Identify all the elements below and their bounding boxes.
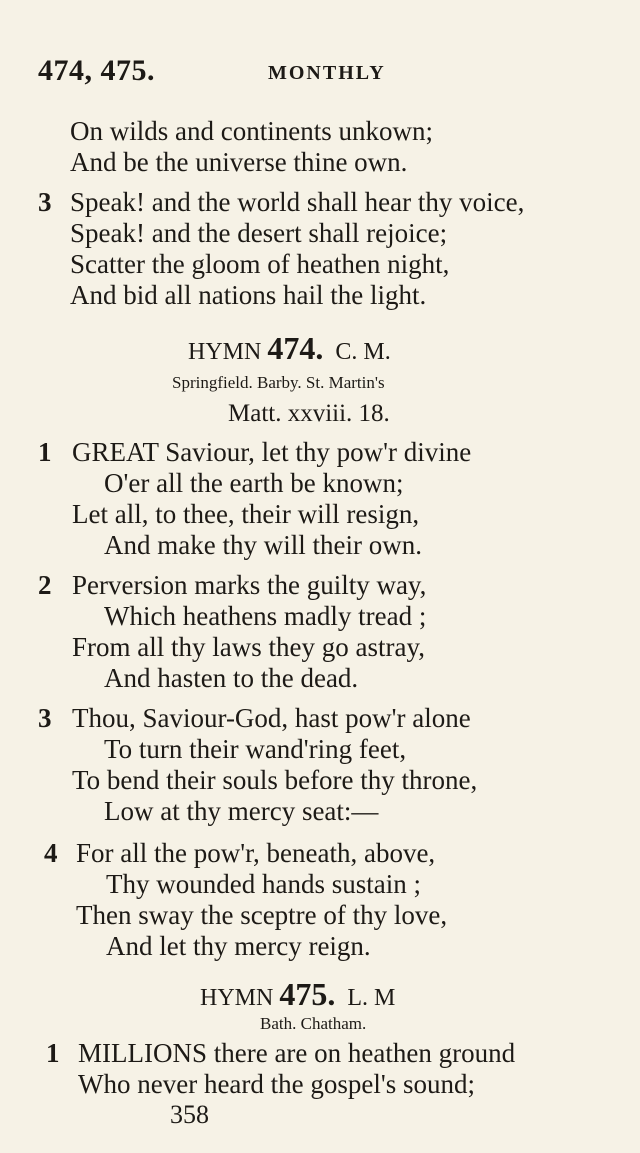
hymn-meter: L. M xyxy=(347,985,396,1011)
hymn-475-heading xyxy=(200,978,395,1010)
hymn-475-tunes: Bath. Chatham. xyxy=(260,1014,367,1033)
verse-line: For all the pow'r, beneath, above, xyxy=(76,838,436,868)
verse-line: Speak! and the world shall hear thy voice, xyxy=(70,187,525,217)
hymn-meter: C. M. xyxy=(335,339,391,365)
verse-line: Scatter the gloom of heathen night, xyxy=(70,249,450,279)
hymn-number: 475. xyxy=(279,976,336,1012)
verse-line: To turn their wand'ring feet, xyxy=(104,734,407,764)
hymn-474-heading xyxy=(188,332,391,364)
verse-line: Who never heard the gospel's sound; xyxy=(78,1069,476,1099)
running-head-hymn-numbers: 474, 475. xyxy=(38,54,155,87)
verse-line: Speak! and the desert shall rejoice; xyxy=(70,218,448,248)
verse-number: 3 xyxy=(38,187,52,217)
verse-line: Thou, Saviour-God, hast pow'r alone xyxy=(72,703,471,733)
running-head-title: MONTHLY xyxy=(268,62,386,84)
verse-number: 2 xyxy=(38,570,52,600)
verse-number: 3 xyxy=(38,703,52,733)
verse-line: Perversion marks the guilty way, xyxy=(72,570,427,600)
hymn-label: HYMN xyxy=(200,985,274,1011)
verse-line: Then sway the sceptre of thy love, xyxy=(76,900,448,930)
verse-line: GREAT Saviour, let thy pow'r divine xyxy=(72,437,472,467)
verse-line: And let thy mercy reign. xyxy=(106,931,371,961)
verse-line: And bid all nations hail the light. xyxy=(70,280,427,310)
verse-line: And be the universe thine own. xyxy=(70,147,408,177)
verse-number: 4 xyxy=(44,838,58,868)
verse-line: MILLIONS there are on heathen ground xyxy=(78,1038,516,1068)
verse-line: Let all, to thee, their will resign, xyxy=(72,499,420,529)
verse-line: Thy wounded hands sustain ; xyxy=(106,869,421,899)
verse-line: And make thy will their own. xyxy=(104,530,422,560)
page-number: 358 xyxy=(170,1100,209,1129)
hymn-474-tunes: Springfield. Barby. St. Martin's xyxy=(172,373,385,392)
verse-line: O'er all the earth be known; xyxy=(104,468,404,498)
verse-line: On wilds and continents unkown; xyxy=(70,116,433,146)
verse-line: And hasten to the dead. xyxy=(104,663,359,693)
verse-number: 1 xyxy=(38,437,52,467)
verse-line: Which heathens madly tread ; xyxy=(104,601,427,631)
hymn-label: HYMN xyxy=(188,339,262,365)
verse-line: To bend their souls before thy throne, xyxy=(72,765,478,795)
verse-number: 1 xyxy=(46,1038,60,1068)
verse-line: Low at thy mercy seat:— xyxy=(104,796,379,826)
hymn-474-scripture-reference: Matt. xxviii. 18. xyxy=(228,400,390,427)
hymn-number: 474. xyxy=(267,330,324,366)
verse-line: From all thy laws they go astray, xyxy=(72,632,425,662)
